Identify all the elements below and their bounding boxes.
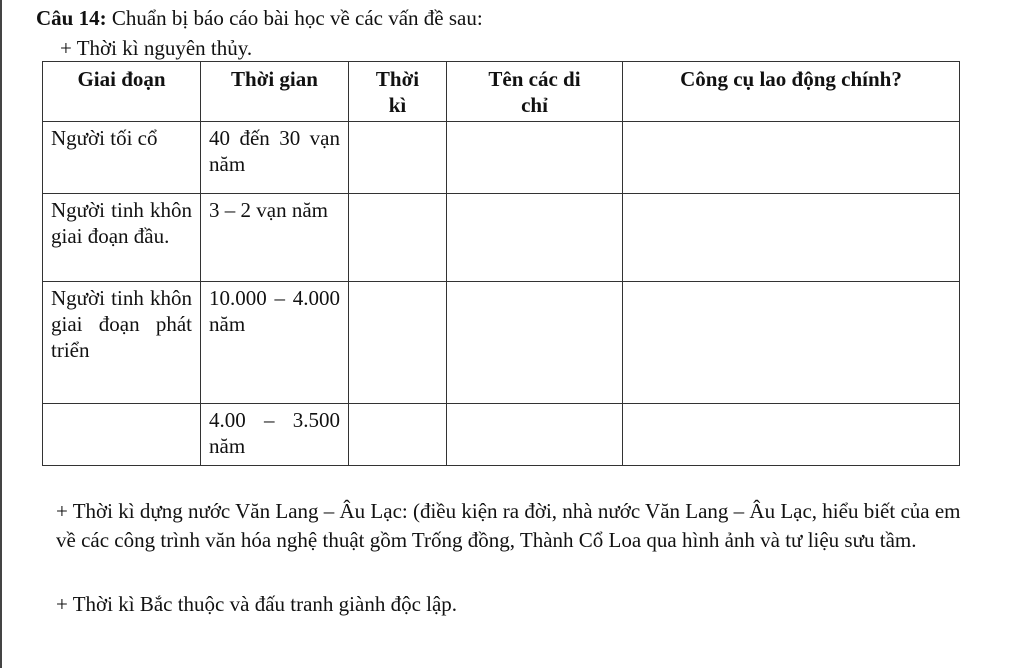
table-row <box>43 122 960 194</box>
question-label: Câu 14: <box>36 6 107 30</box>
cell-tools <box>623 404 960 466</box>
section-bac-thuoc: + Thời kì Bắc thuộc và đấu tranh giành độc lập. <box>56 592 458 616</box>
cell-stage <box>43 404 201 466</box>
cell-sites <box>447 194 623 282</box>
cell-period <box>349 282 447 404</box>
cell-stage: Người tối cổ <box>43 122 201 194</box>
cell-time: 10.000 – 4.000 năm <box>201 282 349 404</box>
cell-sites <box>447 404 623 466</box>
header-tools: Công cụ lao động chính? <box>623 62 960 122</box>
cell-period <box>349 122 447 194</box>
table-header-row <box>43 62 960 122</box>
cell-tools <box>623 122 960 194</box>
question-text: Chuẩn bị báo cáo bài học về các vấn đề sau: <box>106 6 483 30</box>
cell-stage: Người tinh khôn giai đoạn đầu. <box>43 194 201 282</box>
cell-tools <box>623 282 960 404</box>
table-row <box>43 194 960 282</box>
cell-sites <box>447 282 623 404</box>
table-row <box>43 282 960 404</box>
cell-tools <box>623 194 960 282</box>
cell-sites <box>447 122 623 194</box>
header-sites: Tên các di chỉ <box>447 62 623 122</box>
section-van-lang-au-lac: + Thời kì dựng nước Văn Lang – Âu Lạc: (điều kiện ra đời, nhà nước Văn Lang – Âu Lạc, hiểu biết của em về các công trình văn hóa nghệ thuật gồm Trống đồng, Thành Cổ Loa qua hình ảnh và tư liệu sưu tầm. <box>56 499 961 552</box>
table-row <box>43 404 960 466</box>
cell-stage: Người tinh khôn giai đoạn phát triển <box>43 282 201 404</box>
header-time: Thời gian <box>201 62 349 122</box>
history-table <box>42 61 960 466</box>
header-stage: Giai đoạn <box>43 62 201 122</box>
cell-time: 4.00 – 3.500 năm <box>201 404 349 466</box>
section-primitive-era: + Thời kì nguyên thủy. <box>60 36 253 60</box>
cell-period <box>349 194 447 282</box>
question-title <box>36 5 483 31</box>
cell-period <box>349 404 447 466</box>
cell-time: 40 đến 30 vạn năm <box>201 122 349 194</box>
header-period: Thời kì <box>349 62 447 122</box>
page-left-border <box>0 0 2 668</box>
cell-time: 3 – 2 vạn năm <box>201 194 349 282</box>
